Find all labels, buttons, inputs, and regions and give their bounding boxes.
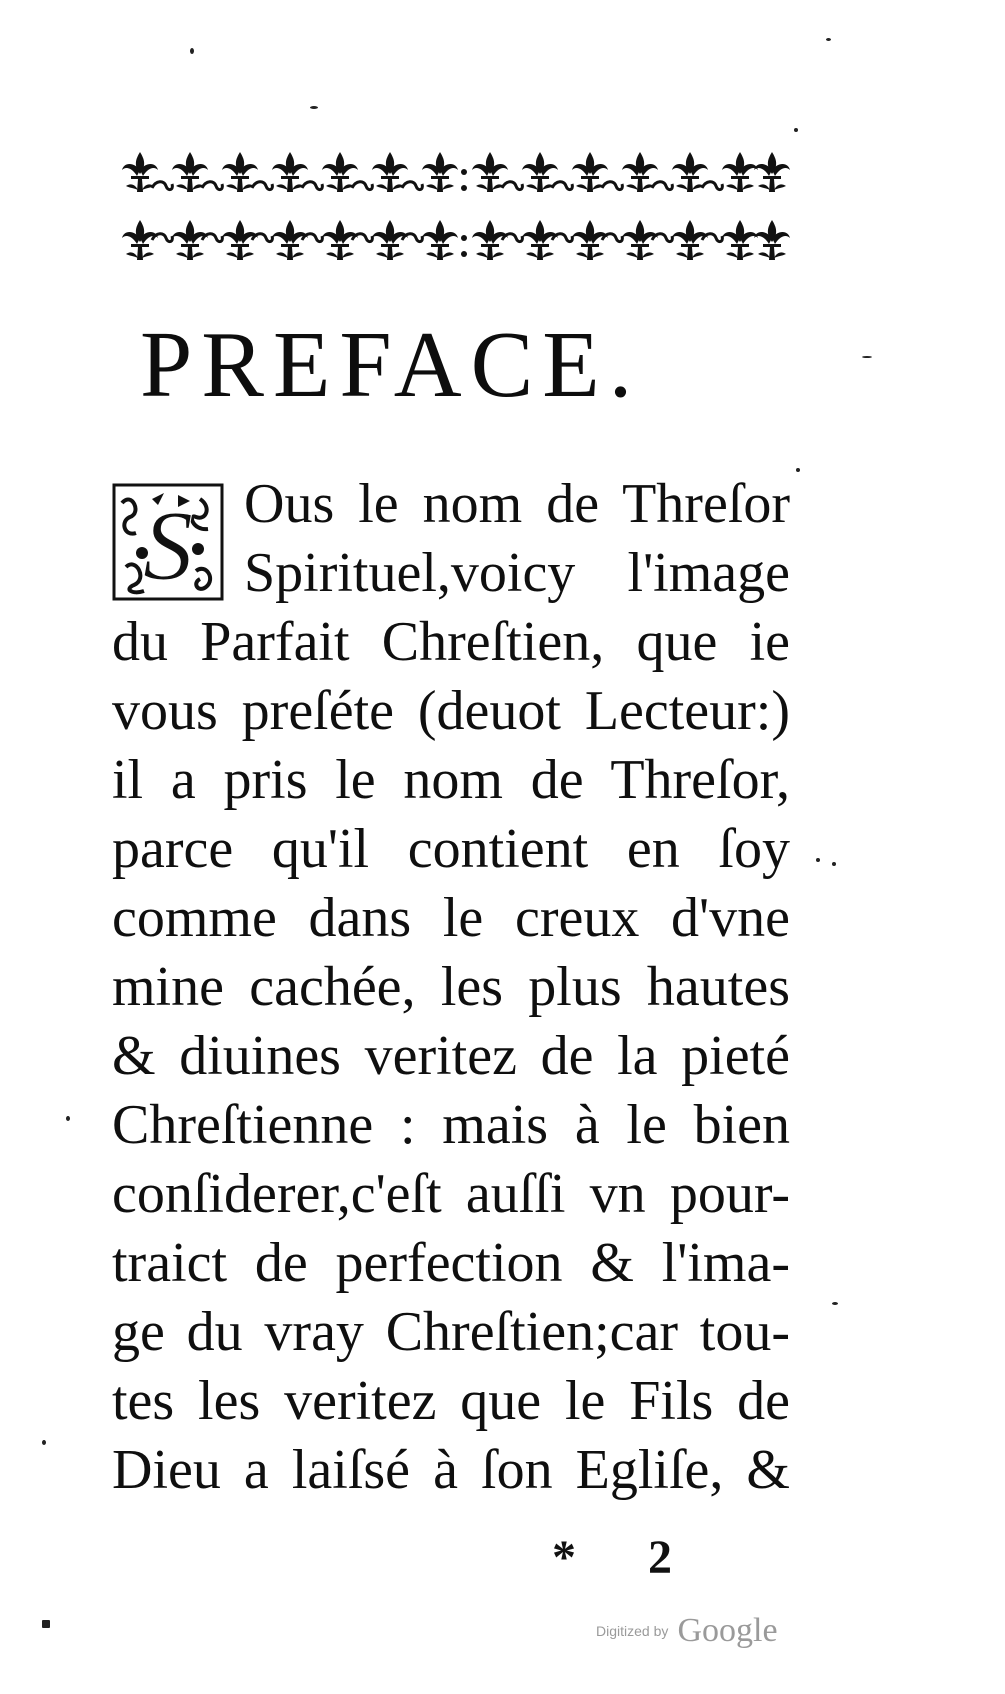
text-line: Spirituel,voicy l'image — [244, 542, 790, 604]
scan-speck — [190, 48, 194, 54]
text-line: conſiderer,c'eſt auſſi vn pour- — [112, 1163, 790, 1225]
scan-speck — [42, 1440, 46, 1445]
scan-speck — [832, 862, 836, 866]
scan-speck — [832, 1302, 838, 1305]
text-line: ge du vray Chreſtien;car tou- — [112, 1301, 790, 1363]
text-line: il a pris le nom de Threſor, — [112, 749, 790, 811]
scan-speck — [816, 858, 820, 862]
watermark-brand: Google — [677, 1612, 778, 1649]
text-line: Chreſtienne : mais à le bien — [112, 1094, 790, 1156]
text-line: mine cachée, les plus hautes — [112, 956, 790, 1018]
signature-mark: * 2 — [552, 1531, 702, 1584]
text-line: Ous le nom de Threſor — [244, 473, 790, 535]
scan-speck — [42, 1620, 50, 1628]
text-line: du Parfait Chreſtien, que ie — [112, 611, 790, 673]
text-line: tes les veritez que le Fils de — [112, 1370, 790, 1432]
page-title: PREFACE. — [140, 313, 642, 417]
scan-speck — [862, 356, 872, 358]
fleur-de-lis-border-icon — [112, 142, 790, 282]
decorated-initial-icon — [112, 483, 224, 601]
svg-text:S: S — [143, 490, 193, 601]
text-line: vous preſéte (deuot Lecteur:) — [112, 680, 790, 742]
scan-speck — [796, 468, 800, 472]
text-line: Dieu a laiſsé à ſon Egliſe, & — [112, 1439, 790, 1501]
watermark-prefix: Digitized by — [596, 1623, 669, 1639]
scan-speck — [66, 1116, 70, 1121]
scan-speck — [310, 106, 318, 109]
text-line: & diuines veritez de la pieté — [112, 1025, 790, 1087]
scan-speck — [794, 128, 798, 132]
digitized-watermark — [596, 1612, 778, 1650]
scan-speck — [826, 38, 831, 41]
text-line: comme dans le creux d'vne — [112, 887, 790, 949]
text-line: parce qu'il contient en ſoy — [112, 818, 790, 880]
text-line: traict de perfection & l'ima- — [112, 1232, 790, 1294]
